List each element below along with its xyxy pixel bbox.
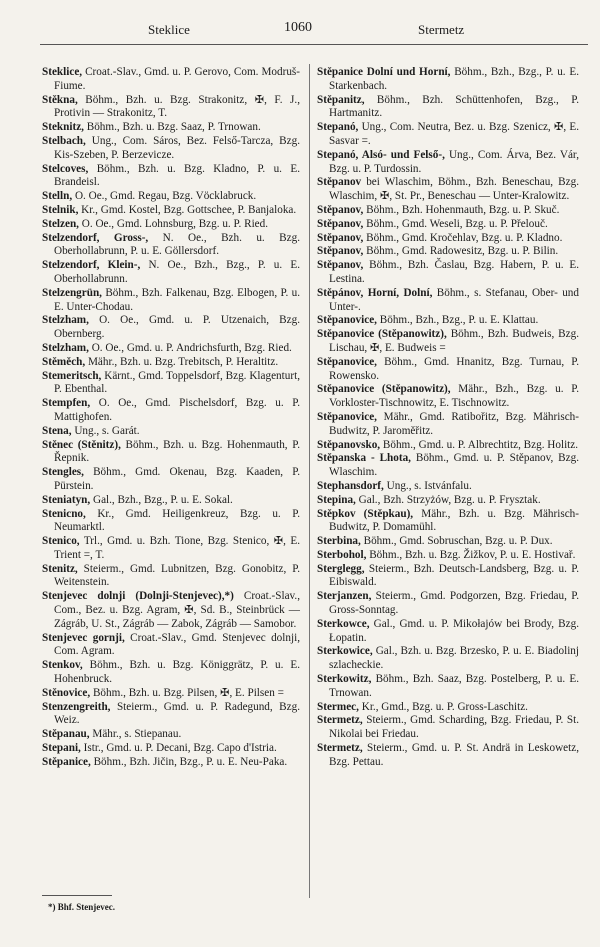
entry-text: Böhm., Bzh. Hohenmauth, Bzg. u. P. Skuč. xyxy=(363,203,560,216)
running-header xyxy=(0,20,600,42)
gazetteer-entry xyxy=(42,701,300,729)
entry-headword: Stenicno, xyxy=(42,507,86,520)
gazetteer-entry xyxy=(317,742,579,770)
entry-headword: Sterjanzen, xyxy=(317,590,372,603)
entry-headword: Stelzham, xyxy=(42,341,89,354)
entry-headword: Stěpkov (Stěpkau), xyxy=(317,507,414,520)
entry-text: Böhm., Bzh. Časlau, Bzg. Habern, P. u. E. Lestina. xyxy=(329,259,579,285)
gazetteer-entry xyxy=(317,218,579,232)
gazetteer-entry xyxy=(42,356,300,370)
gazetteer-entry xyxy=(317,563,579,591)
entry-text: Mähr., Gmd. Ratibořitz, Bzg. Mährisch-Budwitz, P. Jaroměřitz. xyxy=(329,410,579,437)
entry-headword: Stěpanau, xyxy=(42,728,90,741)
gazetteer-entry xyxy=(42,742,300,756)
gazetteer-entry xyxy=(317,66,579,94)
entry-text: Böhm., Gmd. u. P. Stěpanov, Bzg. Wlaschim. xyxy=(329,452,579,479)
gazetteer-entry xyxy=(42,370,300,398)
entry-text: Steierm., Gmd. u. P. St. Andrä in Leskowetz, Bzg. Pettau. xyxy=(329,742,579,768)
entry-headword: Stenzengreith, xyxy=(42,700,111,713)
entry-headword: Stelzendorf, Klein-, xyxy=(42,259,141,272)
entry-headword: Stelzendorf, Gross-, xyxy=(42,231,149,244)
entry-headword: Stěpanovice, xyxy=(317,314,377,327)
entry-text: O. Oe., Gmd. u. P. Utzenaich, Bzg. Obernberg. xyxy=(54,314,300,341)
entry-headword: Stěpanov, xyxy=(317,203,364,216)
gazetteer-entry xyxy=(42,632,300,660)
entry-text: Böhm., Bzh., Bzg., P. u. E. Starkenbach. xyxy=(329,66,580,92)
entry-headword: Stěpanovsko, xyxy=(317,438,381,451)
entry-headword: Stěpanovice, xyxy=(317,410,377,423)
gazetteer-entry xyxy=(42,218,300,232)
gazetteer-entry xyxy=(42,563,300,591)
header-right-word: Stermetz xyxy=(418,22,465,37)
entry-headword: Stenitz, xyxy=(42,562,78,575)
gazetteer-entry xyxy=(42,397,300,425)
entry-text: Steierm., Gmd. Podgorzen, Bzg. Friedau, P. Gross-Sonntag. xyxy=(329,590,579,617)
entry-headword: Stěpanov, xyxy=(317,245,364,258)
entry-headword: Sterkowice, xyxy=(317,645,373,658)
gazetteer-entry xyxy=(42,756,300,770)
gazetteer-entry xyxy=(42,66,300,94)
entry-headword: Stěpanovice (Stěpanowitz), xyxy=(317,383,451,396)
entry-text: Kärnt., Gmd. Toppelsdorf, Bzg. Klagenturt, P. Ebenthal. xyxy=(54,369,300,396)
entry-headword: Stelln, xyxy=(42,190,73,203)
gazetteer-entry xyxy=(317,245,579,259)
entry-text: Böhm., Bzh. u. Bzg. Saaz, P. Trnowan. xyxy=(83,121,261,134)
gazetteer-entry xyxy=(317,204,579,218)
entry-headword: Sterkowce, xyxy=(317,617,370,630)
gazetteer-entry xyxy=(42,687,300,701)
gazetteer-entry xyxy=(317,480,579,494)
entry-headword: Stempfen, xyxy=(42,397,91,410)
entry-headword: Stenjevec gornji, xyxy=(42,631,125,644)
gazetteer-entry xyxy=(317,494,579,508)
entry-text: Böhm., Bzh. u. Bzg. Pilsen, ✠, E. Pilsen = xyxy=(90,686,284,699)
entry-text: Böhm., Gmd. Weseli, Bzg. u. P. Přelouč. xyxy=(363,217,548,230)
entry-headword: Stelnik, xyxy=(42,203,79,216)
gazetteer-entry xyxy=(317,328,579,356)
gazetteer-entry xyxy=(317,287,579,315)
left-column xyxy=(42,66,300,770)
gazetteer-entry xyxy=(317,176,579,204)
entry-text: Böhm., Bzh. Saaz, Bzg. Postelberg, P. u. E. Trnowan. xyxy=(329,673,579,699)
gazetteer-entry xyxy=(42,204,300,218)
entry-text: Böhm., Gmd. Hnanitz, Bzg. Turnau, P. Rowensko. xyxy=(329,355,579,382)
entry-text: Mähr., s. Stiepanau. xyxy=(89,728,182,741)
gazetteer-entry xyxy=(42,439,300,467)
header-left-word: Steklice xyxy=(148,22,190,37)
entry-text: Ung., Com. Neutra, Bez. u. Bzg. Szenicz, ✠, E. Sasvar =. xyxy=(329,121,579,147)
entry-text: O. Oe., Gmd. Lohnsburg, Bzg. u. P. Ried. xyxy=(78,217,269,230)
gazetteer-entry xyxy=(42,425,300,439)
entry-headword: Stephansdorf, xyxy=(317,479,384,492)
gazetteer-entry xyxy=(42,314,300,342)
entry-text: Croat.-Slav., Com., Bez. u. Bzg. Agram, ✠, Sd. B., Steinbrück — Zágráb, U. St., Zágráb — Zabok, Zágráb — Samobor. xyxy=(54,590,300,630)
entry-text: Gal., Bzh. u. Bzg. Brzesko, P. u. E. Biadolinj szlacheckie. xyxy=(329,645,579,672)
gazetteer-entry xyxy=(317,149,579,177)
entry-headword: Stěpanovice, xyxy=(317,355,377,368)
gazetteer-entry xyxy=(42,190,300,204)
entry-text: Kr., Gmd. Kostel, Bzg. Gottschee, P. Banjaloka. xyxy=(78,203,297,216)
gazetteer-entry xyxy=(317,618,579,646)
entry-text: Böhm., Bzh. u. Bzg. Königgrätz, P. u. E. Hohenbruck. xyxy=(54,659,300,686)
entry-text: O. Oe., Gmd. Pischelsdorf, Bzg. u. P. Mattighofen. xyxy=(54,397,300,423)
gazetteer-entry xyxy=(42,94,300,122)
entry-text: Böhm., Bzh. Falkenau, Bzg. Elbogen, P. u. E. Unter-Chodau. xyxy=(54,286,300,313)
entry-headword: Sterbohol, xyxy=(317,548,367,561)
entry-text: bei Wlaschim, Böhm., Bzh. Beneschau, Bzg. Wlaschim, ✠, St. Pr., Beneschau — Unter-Kralowitz. xyxy=(329,176,579,203)
entry-text: Böhm., Bzh. Jičin, Bzg., P. u. E. Neu-Paka. xyxy=(90,755,288,768)
entry-text: Böhm., Gmd. Okenau, Bzg. Kaaden, P. Pürstein. xyxy=(54,466,300,492)
entry-headword: Stěpanov, xyxy=(317,217,364,230)
entry-headword: Stepanó, Alsó- und Felső-, xyxy=(317,148,445,161)
page-number: 1060 xyxy=(284,20,312,35)
entry-text: Böhm., Bzh. u. Bzg. Žižkov, P. u. E. Hostivař. xyxy=(366,548,576,561)
right-column xyxy=(317,66,579,770)
gazetteer-entry xyxy=(42,259,300,287)
entry-headword: Stěpanovice (Stěpanowitz), xyxy=(317,328,447,341)
entry-headword: Stěnovice, xyxy=(42,686,91,699)
gazetteer-entry xyxy=(42,135,300,163)
entry-headword: Stěpanitz, xyxy=(317,93,365,106)
gazetteer-entry xyxy=(42,232,300,260)
entry-text: Ung., s. Istvánfalu. xyxy=(383,479,472,492)
entry-headword: Stelbach, xyxy=(42,134,86,147)
entry-text: Mähr., Bzh. u. Bzg. Mährisch-Budwitz, P. Domamühl. xyxy=(329,507,580,534)
gazetteer-entry xyxy=(317,121,579,149)
entry-headword: Sterkowitz, xyxy=(317,673,372,686)
entry-text: Steierm., Bzh. Deutsch-Landsberg, Bzg. u. P. Eibiswald. xyxy=(329,562,579,589)
entry-headword: Stemeritsch, xyxy=(42,369,102,382)
entry-text: Böhm., Bzh. u. Bzg. Hohenmauth, P. Řepnik. xyxy=(54,438,301,465)
entry-text: Ung., s. Garát. xyxy=(71,424,140,437)
entry-headword: Stermec, xyxy=(317,700,359,713)
footnote: *) Bhf. Stenjevec. xyxy=(48,902,115,912)
entry-text: N. Oe., Bzh., Bzg., P. u. E. Oberhollabrunn. xyxy=(54,259,301,285)
gazetteer-entry xyxy=(317,232,579,246)
entry-headword: Stermetz, xyxy=(317,742,363,755)
entry-headword: Steklice, xyxy=(42,66,83,78)
gazetteer-entry xyxy=(42,535,300,563)
entry-headword: Steniatyn, xyxy=(42,493,91,506)
entry-text: Steierm., Gmd. Lubnitzen, Bzg. Gonobitz, P. Weitenstein. xyxy=(54,562,300,589)
gazetteer-entry xyxy=(317,673,579,701)
entry-headword: Stelzen, xyxy=(42,217,79,230)
gazetteer-entry xyxy=(42,659,300,687)
entry-headword: Stelzham, xyxy=(42,314,89,327)
entry-text: Mähr., Bzh., Bzg. u. P. Vorkloster-Tischnowitz, E. Tischnowitz. xyxy=(329,383,579,410)
entry-text: Böhm., Gmd. Kročehlav, Bzg. u. P. Kladno. xyxy=(363,231,563,244)
gazetteer-entry xyxy=(317,94,579,122)
gazetteer-entry xyxy=(42,590,300,631)
entry-headword: Stěpanska - Lhota, xyxy=(317,452,411,465)
entry-headword: Stěpanice Dolní und Horní, xyxy=(317,66,451,78)
entry-text: Böhm., Gmd. Radowesitz, Bzg. u. P. Bilin. xyxy=(363,245,559,258)
gazetteer-entry xyxy=(317,259,579,287)
entry-headword: Stermetz, xyxy=(317,714,363,727)
entry-text: Böhm., Bzh., Bzg., P. u. E. Klattau. xyxy=(376,314,539,327)
entry-text: Gal., Gmd. u. P. Mikołajów bei Brody, Bzg. Łopatin. xyxy=(329,617,579,644)
entry-text: O. Oe., Gmd. Regau, Bzg. Vöcklabruck. xyxy=(72,190,257,203)
entry-headword: Stěpanice, xyxy=(42,755,91,768)
entry-text: Ung., Com. Sáros, Bez. Felső-Tarcza, Bzg. Kis-Szeben, P. Berzevicze. xyxy=(54,134,300,161)
gazetteer-entry xyxy=(317,645,579,673)
entry-headword: Stepina, xyxy=(317,493,356,506)
gazetteer-entry xyxy=(42,121,300,135)
gazetteer-entry xyxy=(317,452,579,480)
entry-text: Kr., Gmd., Bzg. u. P. Gross-Laschitz. xyxy=(358,700,528,713)
entry-headword: Stěpanov xyxy=(317,176,362,189)
gazetteer-entry xyxy=(317,508,579,536)
gazetteer-entry xyxy=(317,701,579,715)
entry-headword: Stelzengrün, xyxy=(42,286,102,299)
entry-headword: Stenkov, xyxy=(42,659,83,672)
entry-headword: Stěpánov, Horní, Dolní, xyxy=(317,286,433,299)
entry-headword: Stěkna, xyxy=(42,93,78,106)
entry-text: N. Oe., Bzh. u. Bzg. Oberhollabrunn, P. u. E. Göllersdorf. xyxy=(54,231,300,258)
entry-text: Böhm., Bzh. u. Bzg. Strakonitz, ✠, F. J., Protivin — Strakonitz, T. xyxy=(54,93,300,120)
gazetteer-entry xyxy=(317,411,579,439)
entry-text: O. Oe., Gmd. u. P. Andrichsfurth, Bzg. Ried. xyxy=(88,341,292,354)
entry-text: Böhm., Bzh. u. Bzg. Kladno, P. u. E. Brandeisl. xyxy=(54,162,300,189)
gazetteer-entry xyxy=(317,714,579,742)
entry-text: Steierm., Gmd. u. P. Radegund, Bzg. Weiz. xyxy=(54,700,300,727)
entry-headword: Stěpanov, xyxy=(317,259,364,272)
entry-headword: Stenjevec dolnji (Dolnji-Stenjevec),*) xyxy=(42,590,234,603)
gazetteer-entry xyxy=(317,314,579,328)
gazetteer-entry xyxy=(317,383,579,411)
entry-headword: Stelcoves, xyxy=(42,162,89,175)
gazetteer-entry xyxy=(317,439,579,453)
entry-headword: Stěpanov, xyxy=(317,231,364,244)
entry-headword: Sterbina, xyxy=(317,535,361,548)
entry-text: Croat.-Slav., Gmd. u. P. Gerovo, Com. Modruš-Fiume. xyxy=(54,66,300,92)
entry-text: Trl., Gmd. u. Bzh. Tione, Bzg. Stenico, ✠, E. Trient =, T. xyxy=(54,535,300,561)
entry-text: Gal., Bzh., Bzg., P. u. E. Sokal. xyxy=(90,493,233,506)
entry-text: Gal., Bzh. Strzyżów, Bzg. u. P. Frysztak. xyxy=(355,493,541,506)
entry-text: Böhm., Gmd. u. P. Albrechtitz, Bzg. Holitz. xyxy=(380,438,579,451)
entry-headword: Stena, xyxy=(42,424,72,437)
entry-text: Böhm., Gmd. Sobruschan, Bzg. u. P. Dux. xyxy=(360,535,553,548)
gazetteer-entry xyxy=(42,466,300,494)
entry-text: Kr., Gmd. Heiligenkreuz, Bzg. u. P. Neumarktl. xyxy=(54,507,300,534)
gazetteer-entry xyxy=(42,163,300,191)
gazetteer-entry xyxy=(42,728,300,742)
gazetteer-entry xyxy=(317,356,579,384)
gazetteer-entry xyxy=(317,549,579,563)
gazetteer-entry xyxy=(317,535,579,549)
gazetteer-entry xyxy=(42,287,300,315)
footnote-rule xyxy=(42,895,112,896)
entry-headword: Stepani, xyxy=(42,742,81,755)
entry-text: Böhm., Bzh. Schüttenhofen, Bzg., P. Hartmanitz. xyxy=(329,93,579,120)
entry-text: Istr., Gmd. u. P. Decani, Bzg. Capo d'Istria. xyxy=(80,742,277,755)
entry-headword: Sterglegg, xyxy=(317,562,365,575)
entry-text: Ung., Com. Árva, Bez. Vár, Bzg. u. P. Turdossin. xyxy=(329,148,579,175)
entry-text: Böhm., Bzh. Budweis, Bzg. Lischau, ✠, E. Budweis = xyxy=(329,328,579,354)
gazetteer-entry xyxy=(42,342,300,356)
gazetteer-entry xyxy=(317,590,579,618)
entry-headword: Stěnec (Stěnitz), xyxy=(42,438,121,451)
gazetteer-entry xyxy=(42,494,300,508)
entry-headword: Steknitz, xyxy=(42,121,84,134)
gazetteer-entry xyxy=(42,508,300,536)
entry-text: Croat.-Slav., Gmd. Stenjevec dolnji, Com. Agram. xyxy=(54,631,300,658)
column-divider xyxy=(309,64,310,898)
entry-headword: Stěměch, xyxy=(42,355,86,368)
entry-headword: Stenico, xyxy=(42,535,80,548)
entry-text: Böhm., s. Stefanau, Ober- und Unter-. xyxy=(329,286,579,313)
entry-text: Steierm., Gmd. Scharding, Bzg. Friedau, P. St. Nikolai bei Friedau. xyxy=(329,714,579,741)
entry-text: Mähr., Bzh. u. Bzg. Trebitsch, P. Heraltitz. xyxy=(85,355,279,368)
entry-headword: Stepanó, xyxy=(317,121,359,134)
entry-headword: Stengles, xyxy=(42,466,84,479)
header-rule xyxy=(40,44,588,45)
